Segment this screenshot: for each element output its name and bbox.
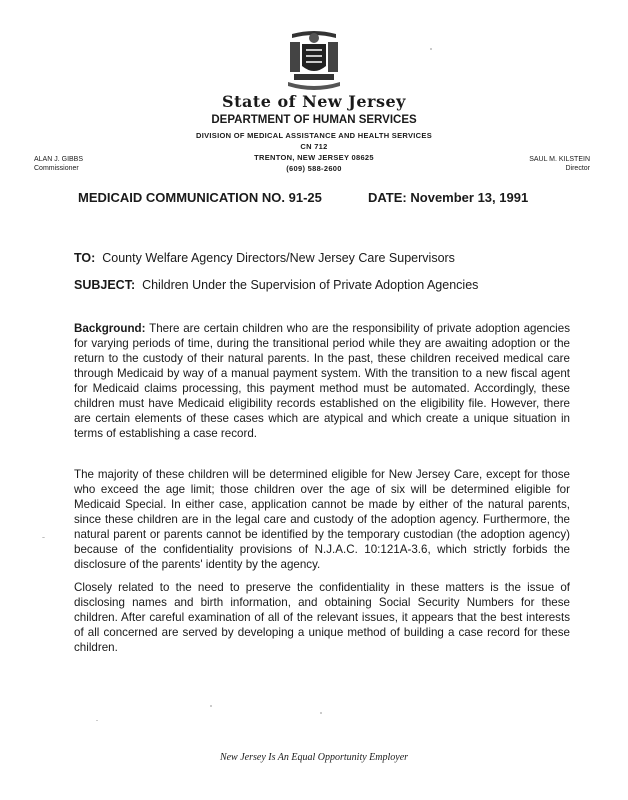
- footer-text: New Jersey Is An Equal Opportunity Employer: [219, 752, 409, 763]
- communication-number: MEDICAID COMMUNICATION NO. 91-25: [78, 190, 322, 205]
- subject-value: Children Under the Supervision of Private Adoption Agencies: [142, 278, 479, 292]
- date-label: DATE:: [368, 190, 407, 205]
- new-jersey-state-seal-icon: [284, 28, 344, 92]
- director-name: SAUL M. KILSTEIN: [529, 156, 590, 163]
- to-line: [74, 251, 455, 265]
- department-name: DEPARTMENT OF HUMAN SERVICES: [211, 114, 417, 126]
- scan-speck: [210, 705, 212, 707]
- scan-speck: [320, 712, 322, 714]
- commissioner-title: Commissioner: [34, 165, 79, 172]
- subject-line: [74, 278, 478, 292]
- phone-line: (609) 588-2600: [286, 164, 342, 173]
- communication-date: [368, 190, 528, 205]
- paragraph-1-text: There are certain children who are the responsibility of private adoption agencies for varying periods of time, during the transitional period while they are awaiting adoption or the return to the custody of their natural parents. In the past, these children received medical care through Medicaid by way of a manual payment system. With the transition to a new fiscal agent for Medicaid claims processing, this payment method must be automated. Accordingly, these children must have Medicaid eligibility records established on the eligibility file. However, there are certain elements of these cases which are atypical and which create a unique situation in terms of establishing a case record.: [74, 322, 570, 440]
- address-line: TRENTON, NEW JERSEY 08625: [254, 153, 374, 162]
- to-value: County Welfare Agency Directors/New Jersey Care Supervisors: [102, 251, 455, 265]
- paragraph-3: Closely related to the need to preserve the confidentiality in these matters is the issue of disclosing names and birth information, and obtaining Social Security Numbers for these children. After careful examination of all of the relevant issues, it appears that the best interests of all concerned are served by developing a unique method of building a case record for these children.: [74, 581, 570, 654]
- background-label: Background:: [74, 322, 146, 335]
- division-name: DIVISION OF MEDICAL ASSISTANCE AND HEALTH SERVICES: [196, 131, 432, 140]
- director-block: [529, 155, 590, 173]
- commissioner-name: ALAN J. GIBBS: [34, 156, 84, 163]
- date-value: November 13, 1991: [410, 190, 529, 205]
- to-label: TO:: [74, 251, 96, 265]
- background-paragraph: [74, 321, 570, 441]
- state-title: State of New Jersey: [222, 92, 406, 111]
- scan-speck: [96, 720, 98, 721]
- scan-speck: [430, 48, 432, 50]
- director-title: Director: [565, 165, 590, 172]
- subject-label: SUBJECT:: [74, 278, 136, 292]
- commissioner-block: [34, 155, 83, 173]
- scan-speck: [42, 537, 45, 538]
- cn-line: CN 712: [300, 142, 328, 151]
- paragraph-2: The majority of these children will be determined eligible for New Jersey Care, except for those who exceed the age limit; those children over the age of six will be determined eligible for Medicaid Special. In either case, application cannot be made by either of the natural parents, since these children are in the legal care and custody of the adoption agency. Furthermore, the natural parent or parents cannot be identified by the temporary custodian (the adoption agency) because of the confidentiality provisions of N.J.A.C. 10:121A-3.6, which strictly forbids the disclosure of the parents' identity by the agency.: [74, 468, 570, 571]
